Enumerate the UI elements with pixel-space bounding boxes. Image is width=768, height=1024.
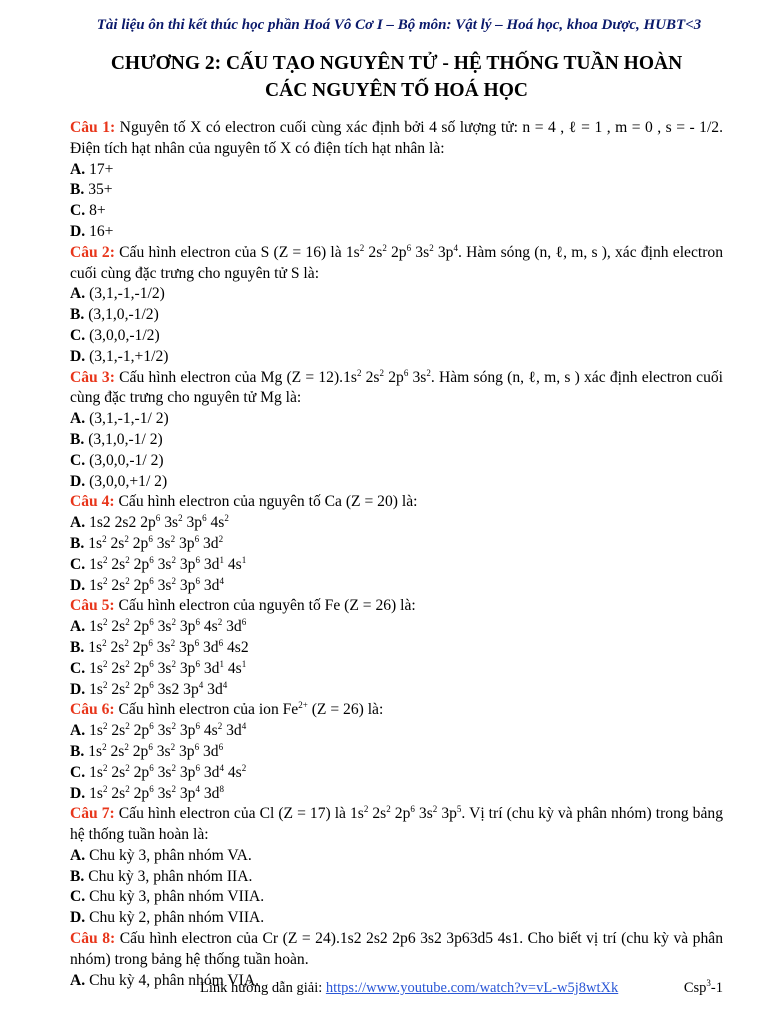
answer-option: A. 17+	[70, 160, 114, 178]
option-label: A.	[70, 410, 86, 428]
option-label: A.	[70, 160, 86, 178]
answer-option: D. (3,1,-1,+1/2)	[70, 347, 169, 365]
option-label: A.	[70, 846, 86, 864]
answer-option: D. (3,0,0,+1/ 2)	[70, 472, 168, 490]
option-label: C.	[70, 763, 86, 781]
option-label: C.	[70, 202, 86, 220]
option-label: D.	[70, 576, 86, 594]
question-4	[70, 492, 723, 596]
question-5	[70, 596, 723, 700]
option-label: A.	[70, 971, 86, 989]
option-label: A.	[70, 618, 86, 636]
question-text: Câu 2: Cấu hình electron của S (Z = 16) là $1s^2$ $2s^2$ $2p^6$ $3s^2$ $3p^4$. Hàm sóng (n, ℓ, m, s ), xác định electron cuối cùng đặc trưng cho nguyên tử S là:	[70, 242, 723, 282]
question-text: Câu 1: Nguyên tố X có electron cuối cùng xác định bởi 4 số lượng tử: n = 4 , ℓ = 1 , m = 0 , s = - 1/2. Điện tích hạt nhân của nguyên tố X có điện tích hạt nhân là:	[70, 119, 723, 157]
answer-option: B. $1s^2$ $2s^2$ $2p^6$ $3s^2$ $3p^6$ $3d^6$	[70, 741, 224, 760]
question-label: Câu 7:	[70, 805, 115, 823]
answer-option: A. (3,1,-1,-1/ 2)	[70, 410, 169, 428]
question-label: Câu 2:	[70, 243, 115, 261]
answer-option: C. (3,0,0,-1/ 2)	[70, 451, 164, 469]
question-label: Câu 3:	[70, 368, 115, 386]
option-label: B.	[70, 742, 85, 760]
answer-option: C. $1s^2$ $2s^2$ $2p^6$ $3s^2$ $3p^6$ $3d^1$ $4s^1$	[70, 554, 247, 573]
page-footer	[200, 980, 723, 997]
answer-option: D. 16+	[70, 222, 114, 240]
page-header: Tài liệu ôn thi kết thúc học phần Hoá Vô Cơ I – Bộ môn: Vật lý – Hoá học, khoa Dược, HUBT<3	[96, 17, 702, 33]
answer-option: C. 8+	[70, 202, 106, 220]
question-label: Câu 4:	[70, 493, 115, 511]
option-label: D.	[70, 472, 86, 490]
answer-option: A. Chu kỳ 3, phân nhóm VA.	[70, 846, 252, 864]
option-label: D.	[70, 784, 86, 802]
answer-option: C. $1s^2$ $2s^2$ $2p^6$ $3s^2$ $3p^6$ $3d^1$ $4s^1$	[70, 658, 247, 677]
option-label: C.	[70, 326, 86, 344]
option-label: C.	[70, 555, 86, 573]
chapter-title-line-2: CÁC NGUYÊN TỐ HOÁ HỌC	[265, 80, 528, 101]
option-label: D.	[70, 680, 86, 698]
answer-option: A. (3,1,-1,-1/2)	[70, 285, 165, 303]
youtube-link[interactable]: https://www.youtube.com/watch?v=vL-w5j8wtXk	[325, 980, 619, 996]
chapter-title-line-1: CHƯƠNG 2: CẤU TẠO NGUYÊN TỬ - HỆ THỐNG TUẦN HOÀN	[110, 53, 683, 74]
option-label: B.	[70, 867, 85, 885]
page-number: Csp$^3$-1	[683, 978, 723, 996]
question-7	[70, 804, 723, 929]
answer-option: D. Chu kỳ 2, phân nhóm VIIA.	[70, 909, 265, 927]
option-label: D.	[70, 909, 86, 927]
option-label: B.	[70, 534, 85, 552]
answer-option: B. Chu kỳ 3, phân nhóm IIA.	[70, 867, 253, 885]
chapter-title	[70, 50, 723, 104]
question-label: Câu 8:	[70, 930, 116, 948]
answer-option: D. $1s^2$ $2s^2$ $2p^6$ $3s^2$ $3p^6$ $3d^4$	[70, 575, 224, 594]
question-text: Câu 7: Cấu hình electron của Cl (Z = 17) là $1s^2$ $2s^2$ $2p^6$ $3s^2$ $3p^5$. Vị trí (chu kỳ và phân nhóm) trong bảng hệ thống tuần hoàn là:	[70, 804, 723, 844]
answer-option: A. Chu kỳ 4, phân nhóm VIA.	[70, 971, 260, 989]
answer-option: B. 35+	[70, 181, 113, 199]
answer-option: A. $1s^2$ $2s^2$ $2p^6$ $3s^2$ $3p^6$ $4s^2$ $3d^6$	[70, 616, 247, 636]
question-label: Câu 1:	[70, 119, 116, 136]
answer-option: D. $1s^2$ $2s^2$ $2p^6$ 3s2 $3p^4$ $3d^4$	[70, 679, 228, 698]
answer-option: C. $1s^2$ $2s^2$ $2p^6$ $3s^2$ $3p^6$ $3d^4$ $4s^2$	[70, 762, 247, 781]
option-label: D.	[70, 347, 86, 365]
question-label: Câu 6:	[70, 701, 115, 719]
option-label: A.	[70, 722, 86, 740]
answer-option: B. (3,1,0,-1/ 2)	[70, 430, 163, 448]
answer-option: B. $1s^2$ $2s^2$ $2p^6$ $3s^2$ $3p^6$ $3d^2$	[70, 533, 224, 552]
question-text: Câu 5: Cấu hình electron của nguyên tố Fe (Z = 26) là:	[70, 597, 416, 615]
footer-prefix: Link hướng dẫn giải:	[200, 980, 326, 996]
question-text: Câu 6: Cấu hình electron của ion $Fe^{2+}$ (Z = 26) là:	[70, 700, 384, 719]
option-label: A.	[70, 285, 86, 303]
question-2	[70, 243, 723, 368]
answer-option: A. 1s2 2s2 $2p^6$ $3s^2$ $3p^6$ $4s^2$	[70, 512, 229, 532]
question-text: Câu 4: Cấu hình electron của nguyên tố Ca (Z = 20) là:	[70, 493, 418, 511]
answer-option: B. $1s^2$ $2s^2$ $2p^6$ $3s^2$ $3p^6$ $3d^6$ 4s2	[70, 637, 249, 656]
option-label: B.	[70, 181, 85, 199]
option-label: B.	[70, 306, 85, 324]
question-text: Câu 8: Cấu hình electron của Cr (Z = 24).1s2 2s2 2p6 3s2 3p63d5 4s1. Cho biết vị trí (chu kỳ và phân nhóm) trong bảng hệ thống tuần hoàn.	[70, 930, 723, 968]
question-6	[70, 700, 723, 804]
question-text: Câu 3: Cấu hình electron của Mg $(Z = 12).1s^2$ $2s^2$ $2p^6$ $3s^2$. Hàm sóng (n, ℓ, m, s ) xác định electron cuối cùng đặc trưng cho nguyên tử Mg là:	[70, 367, 724, 407]
question-list	[70, 118, 723, 991]
option-label: B.	[70, 638, 85, 656]
option-label: A.	[70, 514, 86, 532]
question-3	[70, 368, 723, 493]
option-label: D.	[70, 222, 86, 240]
option-label: C.	[70, 659, 86, 677]
answer-option: B. (3,1,0,-1/2)	[70, 306, 159, 324]
option-label: C.	[70, 888, 86, 906]
answer-option: C. Chu kỳ 3, phân nhóm VIIA.	[70, 888, 265, 906]
question-label: Câu 5:	[70, 597, 115, 615]
answer-option: D. $1s^2$ $2s^2$ $2p^6$ $3s^2$ $3p^4$ $3d^8$	[70, 783, 224, 802]
question-1	[70, 118, 723, 243]
option-label: B.	[70, 430, 85, 448]
answer-option: A. $1s^2$ $2s^2$ $2p^6$ $3s^2$ $3p^6$ $4s^2$ $3d^4$	[70, 720, 247, 740]
answer-option: C. (3,0,0,-1/2)	[70, 326, 160, 344]
option-label: C.	[70, 451, 86, 469]
